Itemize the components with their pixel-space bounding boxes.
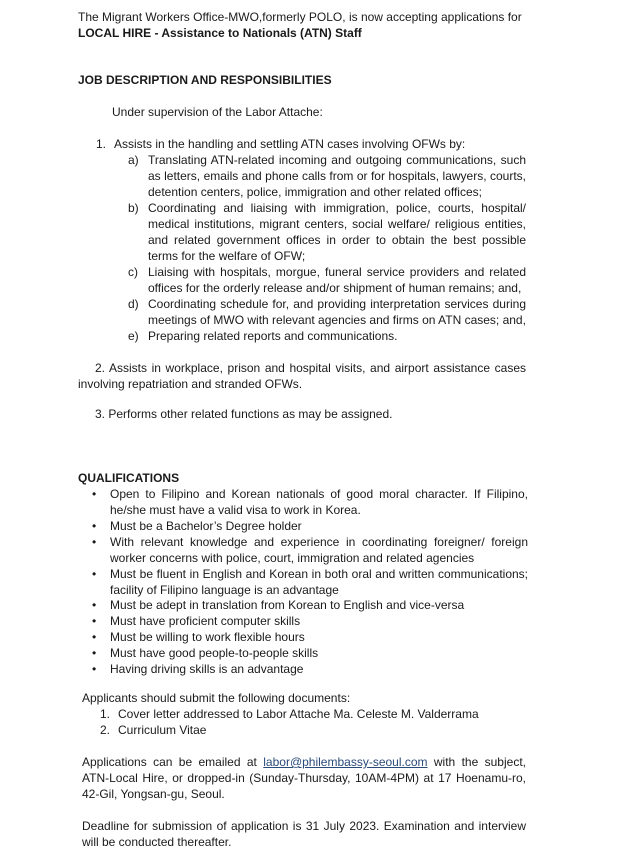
sub-item-d bbox=[128, 296, 526, 328]
sub-item-c bbox=[128, 264, 526, 296]
sub-item-text: Preparing related reports and communications. bbox=[148, 329, 398, 343]
qualification-item bbox=[92, 518, 528, 534]
sub-item-label: c) bbox=[128, 265, 138, 279]
documents-intro: Applicants should submit the following documents: bbox=[82, 691, 351, 705]
bullet-icon: • bbox=[92, 614, 97, 628]
qualification-item bbox=[92, 534, 528, 566]
bullet-icon: • bbox=[92, 567, 97, 581]
sub-item-b bbox=[128, 200, 526, 264]
qualification-item bbox=[92, 566, 528, 598]
jobdesc-heading: JOB DESCRIPTION AND RESPONSIBILITIES bbox=[78, 73, 332, 87]
qualification-item bbox=[92, 486, 528, 518]
bullet-icon: • bbox=[92, 487, 97, 501]
bullet-icon: • bbox=[92, 598, 97, 612]
qualification-text: Must be a Bachelor’s Degree holder bbox=[110, 519, 302, 533]
email-link[interactable]: labor@philembassy-seoul.com bbox=[263, 755, 428, 769]
qualification-text: With relevant knowledge and experience in coordinating foreigner/ foreign worker concerns with police, court, immigration and related agencies bbox=[110, 535, 528, 565]
document-item bbox=[100, 722, 520, 738]
sub-item-text: Translating ATN-related incoming and outgoing communications, such as letters, emails and phone calls from or for hospitals, lawyers, courts, detention centers, police, immigration and other related offices; bbox=[148, 153, 526, 199]
application-text-before: Applications can be emailed at bbox=[82, 755, 264, 769]
sub-item-text: Coordinating schedule for, and providing interpretation services during meetings of MWO with relevant agencies and firms on ATN cases; and, bbox=[148, 297, 526, 327]
qualification-text: Open to Filipino and Korean nationals of good moral character. If Filipino, he/she must have a valid visa to work in Korea. bbox=[110, 487, 528, 517]
sub-item-label: a) bbox=[128, 153, 139, 167]
qualification-text: Must be adept in translation from Korean to English and vice-versa bbox=[110, 598, 465, 612]
bullet-icon: • bbox=[92, 662, 97, 676]
sub-item-label: e) bbox=[128, 329, 139, 343]
duty-item-3: 3. Performs other related functions as may be assigned. bbox=[95, 407, 393, 421]
sub-item-label: d) bbox=[128, 297, 139, 311]
application-text-after: with the subject, ATN-Local Hire, or dropped-in (Sunday-Thursday, 10AM-4PM) at 17 Hoenamu-ro, 42-Gil, Yongsan-gu, Seoul. bbox=[82, 755, 526, 801]
qualification-text: Must be fluent in English and Korean in both oral and written communications; facility of Filipino language is an advantage bbox=[110, 567, 528, 597]
sub-item-text: Coordinating and liaising with immigration, police, courts, hospital/ medical institutions, migrant centers, social welfare/ religious entities, and related government offices in order to obtain the best possible terms for the welfare of OFW; bbox=[148, 201, 526, 263]
intro-line: The Migrant Workers Office-MWO,formerly POLO, is now accepting applications for bbox=[78, 10, 522, 24]
document-item bbox=[100, 706, 520, 722]
duty-item-1 bbox=[96, 136, 536, 152]
qualification-item bbox=[92, 597, 528, 613]
qualification-text: Must have good people-to-people skills bbox=[110, 646, 319, 660]
supervision-line: Under supervision of the Labor Attache: bbox=[112, 105, 323, 119]
document-text: Curriculum Vitae bbox=[118, 723, 207, 737]
duty-item-2: 2. Assists in workplace, prison and hospital visits, and airport assistance cases involving repatriation and stranded OFWs. bbox=[78, 361, 526, 391]
bullet-icon: • bbox=[92, 630, 97, 644]
document-number: 2. bbox=[100, 723, 111, 737]
document-text: Cover letter addressed to Labor Attache Ma. Celeste M. Valderrama bbox=[118, 707, 479, 721]
duty-text: Assists in the handling and settling ATN cases involving OFWs by: bbox=[114, 137, 466, 151]
duty-number: 1. bbox=[96, 137, 107, 151]
sub-item-label: b) bbox=[128, 201, 139, 215]
document-number: 1. bbox=[100, 707, 111, 721]
bullet-icon: • bbox=[92, 646, 97, 660]
sub-item-a bbox=[128, 152, 526, 200]
deadline-notice: Deadline for submission of application is 31 July 2023. Examination and interview will be conducted thereafter. bbox=[82, 819, 526, 849]
qualifications-heading: QUALIFICATIONS bbox=[78, 471, 180, 485]
qualification-item bbox=[92, 613, 528, 629]
qualification-text: Must have proficient computer skills bbox=[110, 614, 301, 628]
qualification-item bbox=[92, 661, 528, 677]
qualification-text: Having driving skills is an advantage bbox=[110, 662, 304, 676]
qualification-item bbox=[92, 629, 528, 645]
qualification-text: Must be willing to work flexible hours bbox=[110, 630, 305, 644]
position-title: LOCAL HIRE - Assistance to Nationals (ATN) Staff bbox=[78, 26, 362, 40]
application-instructions bbox=[82, 754, 526, 802]
sub-item-text: Liaising with hospitals, morgue, funeral service providers and related offices for the orderly release and/or shipment of human remains; and, bbox=[148, 265, 526, 295]
qualification-item bbox=[92, 645, 528, 661]
bullet-icon: • bbox=[92, 535, 97, 549]
sub-item-e bbox=[128, 328, 526, 344]
intro bbox=[78, 9, 548, 41]
bullet-icon: • bbox=[92, 519, 97, 533]
